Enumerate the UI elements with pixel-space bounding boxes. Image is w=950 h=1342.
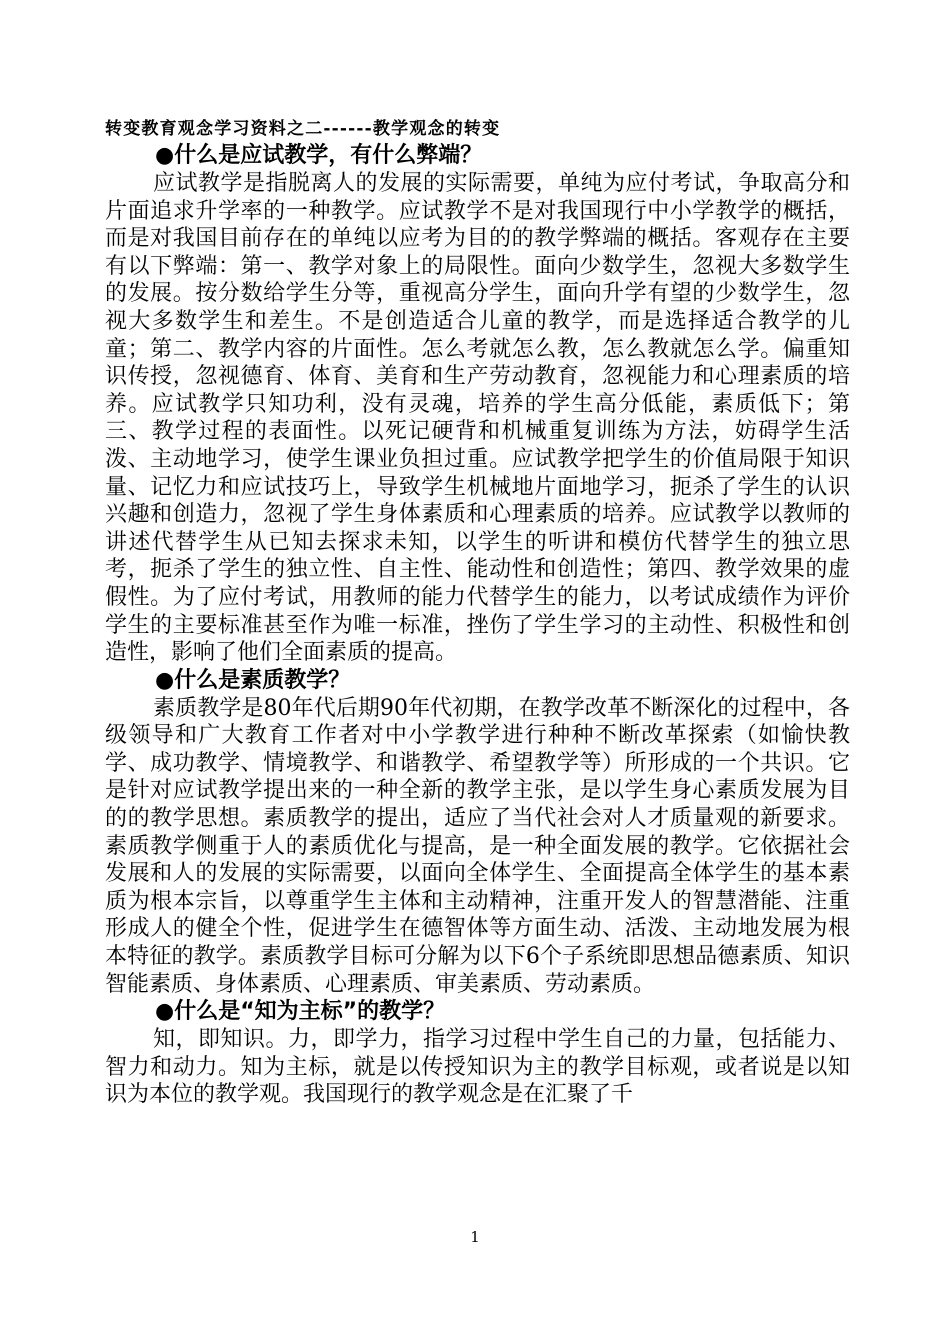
section-paragraph-quality-education: 素质教学是80年代后期90年代初期，在教学改革不断深化的过程中，各级领导和广大教育工作者对中小学教学进行种种不断改革探索（如愉快教学、成功教学、情境教学、和谐教学、希望教学等）所形成的一个共识。它是针对应试教学提出来的一种全新的教学主张，是以学生身心素质发展为目的的教学思想。素质教学的提出，适应了当代社会对人才质量观的新要求。素质教学侧重于人的素质优化与提高，是一种全面发展的教学。它依据社会发展和人的发展的实际需要，以面向全体学生、全面提高全体学生的基本素质为根本宗旨，以尊重学生主体和主动精神，注重开发人的智慧潜能、注重形成人的健全个性，促进学生在德智体等方面生动、活泼、主动地发展为根本特征的教学。素质教学目标可分解为以下6个子系统即思想品德素质、知识智能素质、身体素质、心理素质、审美素质、劳动素质。 [105,695,850,997]
page-number: 1 [470,1228,480,1246]
document-title: 转变教育观念学习资料之二------教学观念的转变 [105,119,501,139]
section-paragraph-knowledge-oriented: 知，即知识。力，即学力，指学习过程中学生自己的力量，包括能力、智力和动力。知为主标，就是以传授知识为主的教学目标观，或者说是以知识为本位的教学观。我国现行的教学观念是在汇聚了千 [105,1027,850,1108]
document-page [105,116,850,1109]
section-paragraph-exam-oriented: 应试教学是指脱离人的发展的实际需要，单纯为应付考试，争取高分和片面追求升学率的一种教学。应试教学不是对我国现行中小学教学的概括，而是对我国目前存在的单纯以应考为目的的教学弊端的概括。客观存在主要有以下弊端：第一、教学对象上的局限性。面向少数学生，忽视大多数学生的发展。按分数给学生分等，重视高分学生，面向升学有望的少数学生，忽视大多数学生和差生。不是创造适合儿童的教学，而是选择适合教学的儿童；第二、教学内容的片面性。怎么考就怎么教，怎么教就怎么学。偏重知识传授，忽视德育、体育、美育和生产劳动教育，忽视能力和心理素质的培养。应试教学只知功利，没有灵魂，培养的学生高分低能，素质低下；第三、教学过程的表面性。以死记硬背和机械重复训练为方法，妨碍学生活泼、主动地学习，使学生课业负担过重。应试教学把学生的价值局限于知识量、记忆力和应试技巧上，导致学生机械地片面地学习，扼杀了学生的认识兴趣和创造力，忽视了学生身体素质和心理素质的培养。应试教学以教师的讲述代替学生从已知去探求未知，以学生的听讲和模仿代替学生的独立思考，扼杀了学生的独立性、自主性、能动性和创造性；第四、教学效果的虚假性。为了应付考试，用教师的能力代替学生的能力，以考试成绩作为评价学生的主要标准甚至作为唯一标准，挫伤了学生学习的主动性、积极性和创造性，影响了他们全面素质的提高。 [105,171,850,666]
section-heading-knowledge-oriented: ●什么是“知为主标”的教学？ [155,999,446,1025]
section-heading-quality-education: ●什么是素质教学？ [155,667,351,693]
section-heading-exam-oriented: ●什么是应试教学，有什么弊端？ [155,143,483,168]
